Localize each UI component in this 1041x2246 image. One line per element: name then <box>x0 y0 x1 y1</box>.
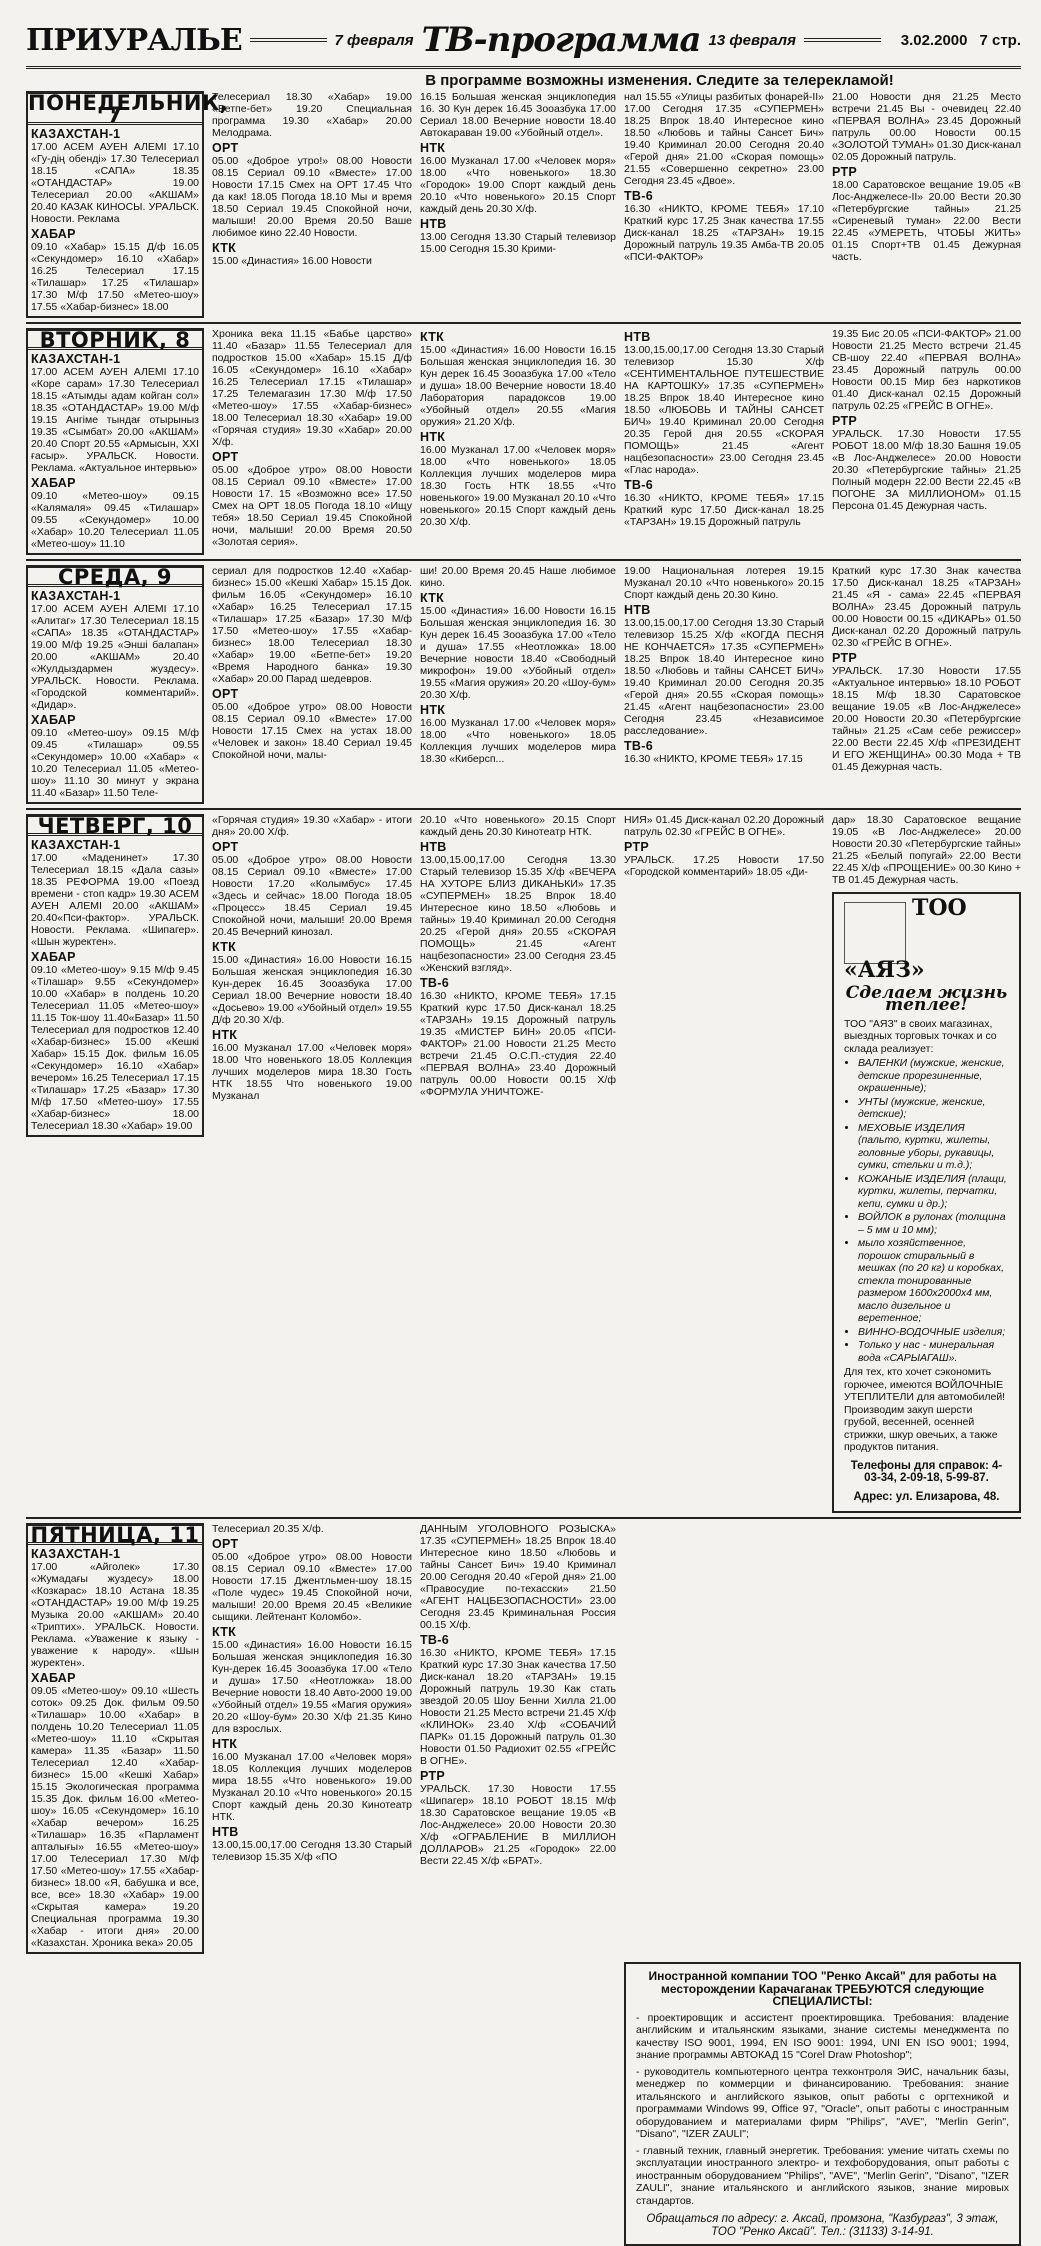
day-box-body <box>28 353 202 553</box>
channel-name: КТК <box>212 241 237 255</box>
channel-name: РТР <box>832 651 858 665</box>
channel-name: ХАБАР <box>31 476 76 490</box>
advert-product-item: • мыло хозяйственное, порошок стиральный в мешках (по 20 кг) и коробках, стекла тонированные размером 1600х2000х4 мм, масло дизельное и веретенное; <box>858 1237 1009 1325</box>
advert-product-item: • КОЖАНЫЕ ИЗДЕЛИЯ (плащи, куртки, жилеты, перчатки, кепи, сумки и др.); <box>858 1173 1009 1211</box>
paper-name: ПРИУРАЛЬЕ <box>26 22 242 58</box>
channel-name: ХАБАР <box>31 227 76 241</box>
program-listing: 17.00 АСЕМ АУЕН АЛЕМІ 17.10 «Коре сарам» 17.30 Телесериал 18.15 «Атымды адам койган сол» 18.35 «ОТАНДАСТАР» 19.00 М/ф 19.15 Ангіме тындағ отырыныз 19.35 «Сымбат» 20.00 «АКШАМ» 20.40 Спорт 20.55 «Армысын, ХХІ ғасыр». УРАЛЬСК. Новости. Реклама. «Актуальное интервью» <box>31 366 199 474</box>
schedule-column <box>420 814 616 1513</box>
program-listing: 16.00 Музканал 17.00 «Человек моря» 18.05 Коллекция лучших моделеров мира 18.55 «Что новенького» 19.00 Музканал 20.10 «Что новенького» 20.15 Спорт каждый день 20.30 Кинотеатр НТК. <box>212 1751 412 1823</box>
program-listing: 09.05 «Метео-шоу» 09.10 «Шесть соток» 09.25 Док. фильм 09.50 «Тилашар» 10.00 «Хабар» в полдень 10.20 Телесериал 11.05 «Метео-шоу» 11.10 «Скрытая камера» 11.35 «Базар» 11.50 Телесериал 12.40 «Хабар-бизнес» 15.00 «Кешкі Хабар» 15.15 Экологическая программа 15.35 Док. фильм 16.00 «Метео-шоу» 16.05 «Секундомер» 16.10 «Хабар вечером» 16.25 «Тилашар» 16.35 «Парламент апталығы» 16.55 «Метео-шоу» 17.00 Телесериал 17.30 М/ф 17.50 «Метео-шоу» 17.55 «Хабар-бизнес» 18.00 «Я, бабушка и все, все, все» 18.30 «Хабар» 19.00 «Скрытая камера» 19.20 Специальная программа 19.30 «Хабар - итоги дня» 20.00 «Казахстан. Хроника века» 20.05 <box>31 1685 199 1949</box>
program-listing: 16.00 Музканал 17.00 «Человек моря» 18.00 «Что новенького» 18.05 Коллекция лучших моделеров мира 18.30 «Киберсп... <box>420 717 616 765</box>
program-listing: ши! 20.00 Время 20.45 Наше любимое кино. <box>420 565 616 589</box>
program-listing: 05.00 «Доброе утро» 08.00 Новости 08.15 Сериал 09.10 «Вместе» 17.00 Новости 17.15 Джентльмен-шоу 18.15 «Поле чудес» 19.45 Спокойной ночи, малыши! 20.00 Время 20.45 «Великие сыщики. Лейтенант Коломбо». <box>212 1551 412 1623</box>
program-listing: 09.10 «Метео-шоу» 09.15 М/ф 09.45 «Тилашар» 09.55 «Секундомер» 10.00 «Хабар» « 10.20 Телесериал 11.05 «Метео-шоу» 11.10 30 минут у экрана 11.40 «Базар» 11.50 Теле- <box>31 727 199 799</box>
advert-renco <box>624 1962 1021 2246</box>
schedule-column <box>26 328 204 555</box>
advert-address: Адрес: ул. Елизарова, 48. <box>853 1490 1000 1503</box>
schedule-column <box>832 328 1021 555</box>
schedule-column <box>212 91 412 318</box>
advert-product-item: • ВАЛЕНКИ (мужские, женские, детские прорезиненные, окрашенные); <box>858 1057 1009 1095</box>
masthead-rule <box>250 38 327 42</box>
program-listing: 16.00 Музканал 17.00 «Человек моря» 18.00 Что новенького 18.05 Коллекция лучших моделеров мира 18.30 Гость НТК 18.55 Что новенького 19.00 Музканал <box>212 1042 412 1102</box>
channel-name: ОРТ <box>212 1537 239 1551</box>
program-listing: Хроника века 11.15 «Бабье царство» 11.40 «Базар» 11.55 Телесериал для подростков 15.00 «Хабар» 15.15 Д/ф 16.05 «Секундомер» 16.10 «Хабар» 16.25 Телесериал 17.15 «Тилашар» 17.25 Телемагазин 17.30 М/ф 17.50 «Метео-шоу» 17.55 «Хабар-бизнес» 18.00 Телесериал 18.30 «Хабар» 19.00 «Горячая студия» 19.30 «Хабар» 20.00 Х/ф. <box>212 328 412 448</box>
day-box-body <box>28 839 202 1135</box>
schedule-column <box>624 814 824 1513</box>
advert-product-item: • ВОЙЛОК в рулонах (толщина – 5 мм и 10 мм); <box>858 1211 1009 1236</box>
program-listing: УРАЛЬСК. 17.30 Новости 17.55 РОБОТ 18.00 М/ф 18.30 Башня 19.05 «В Лос-Анджелесе» 20.00 Новости 20.30 «Петербургские тайны» 21.25 Полный модерн 22.00 Вести 22.45 «В ПОГОНЕ ЗА МИЛЛИОНОМ» 01.15 Персона 01.45 Дежурная часть. <box>832 428 1021 512</box>
schedule-column <box>624 1523 824 1954</box>
channel-name: ТВ-6 <box>624 478 653 492</box>
advert-header <box>844 895 1009 983</box>
program-listing: 13.00,15.00,17.00 Сегодня 13.30 Старый телевизор 15.25 Х/ф «КОГДА ПЕСНЯ НЕ КОНЧАЕТСЯ» 17.35 «СУПЕРМЕН» 18.25 Впрок 18.40 Интересное кино 18.50 «Любовь и тайны САНСЕТ БИЧ» 19.40 Криминал 20.00 Сегодня 20.35 «Герой дня» 20.55 «Скорая помощь» 21.45 «Агент нацбезопасности» 23.00 Сегодня 23.45 «Независимое расследование». <box>624 617 824 737</box>
program-listing: 15.00 «Династия» 16.00 Новости 16.15 Большая женская энциклопедия 16. 30 Кун дерек 16.45 Зооазбука 17.00 «Тело и душа» 17.55 «Неотложка» 18.00 Вечерние новости 18.40 «Свободный микрофон» 19.00 «Убойный отдел» 19.55 «Магия оружия» 20.20 «Шоу-бум» 20.30 Х/ф. <box>420 605 616 701</box>
channel-name: РТР <box>624 840 650 854</box>
program-listing: 21.00 Новости дня 21.25 Место встречи 21.45 Вы - очевидец 22.40 «ПЕРВАЯ ВОЛНА» 23.45 Дорожный патруль 00.00 Новости 00.15 «ЗОЛОТОЙ ТУМАН» 01.30 Диск-канал 02.05 Дорожный патруль. <box>832 91 1021 163</box>
channel-name: ХАБАР <box>31 713 76 727</box>
issue-date: 3.02.2000 <box>900 31 968 49</box>
schedule-column <box>624 91 824 318</box>
channel-name: ХАБАР <box>31 950 76 964</box>
schedule-column <box>212 1523 412 1954</box>
advert-intro: ТОО "АЯЗ" в своих магазинах, выездных торговых точках и со склада реализует: <box>844 1017 997 1055</box>
day-heading: ПОНЕДЕЛЬНИК, 7 <box>28 91 229 127</box>
advert-slogan: Сделаем жизнь теплее! <box>845 982 1008 1015</box>
day-separator <box>26 559 1021 561</box>
program-listing: 13.00 Сегодня 13.30 Старый телевизор 15.00 Сегодня 15.30 Крими- <box>420 231 616 255</box>
channel-name: КТК <box>420 591 445 605</box>
channel-name: КАЗАХСТАН-1 <box>31 352 121 366</box>
program-listing: 17.00 «Айголек» 17.30 «Жумадағы жуздесу» 18.00 «Козкарас» 18.10 Астана 18.35 «ОТАНДАСТАР» 19.00 М/ф 19.25 Музыка 20.00 «АКШАМ» 20.40 «Триптих». УРАЛЬСК. Новости. Реклама. «Уважение к языку - уважение к народу». «Шын журектен». <box>31 1561 199 1669</box>
channel-name: НТВ <box>420 840 447 854</box>
schedule-column <box>832 814 1021 1513</box>
channel-name: НТК <box>212 1028 238 1042</box>
advert-renco-address: Обращаться по адресу: г. Аксай, промзона, "Казбургаз", 3 этаж, ТОО "Ренко Аксай". Тел.: (31133) 3-14-91. <box>646 2213 999 2238</box>
channel-name: РТР <box>420 1769 446 1783</box>
advert-product-item: • УНТЫ (мужские, женские, детские); <box>858 1096 1009 1121</box>
schedule-column <box>832 565 1021 804</box>
channel-name: РТР <box>832 165 858 179</box>
schedule-column <box>26 565 204 804</box>
program-listing: 15.00 «Династия» 16.00 Новости <box>212 255 372 267</box>
advert-product-item: • ВИННО-ВОДОЧНЫЕ изделия; <box>858 1326 1009 1339</box>
channel-name: ТВ-6 <box>420 976 449 990</box>
schedule-column <box>624 328 824 555</box>
advert-requirement: - проектировщик и ассистент проектировщика. Требования: владение английским и итальянским языками, знание системы менеджмента по качеству ISO 9001, 1994, EN ISO 9001: 1994, UNI EN ISO 9001; 1994, знание программы АВТОКАД 15 "Corel Draw Photoshop"; <box>636 2011 1009 2061</box>
program-listing: 05.00 «Доброе утро» 08.00 Новости 08.15 Сериал 09.10 «Вместе» 17.00 Новости 17. 15 «Возможно все» 17.50 Смех на ОРТ 18.05 Погода 18.10 «Ищу тебя» 18.50 Сериал 19.45 Спокойной ночи, малыши! 20.00 Время 20.50 «Золотая серия». <box>212 464 412 548</box>
program-listing: 05.00 «Доброе утро!» 08.00 Новости 08.15 Сериал 09.10 «Вместе» 17.00 Новости 17.15 Смех на ОРТ 17.45 Что да как! 18.05 Погода 18.10 Мы и время 18.50 Сериал 19.45 Спокойной ночи, малыши! 20.00 Время 20.50 Ваше любимое кино 22.40 Новости. <box>212 155 412 239</box>
program-listing: 16.30 «НИКТО, КРОМЕ ТЕБЯ» 17.15 Краткий курс 17.50 Диск-канал 18.25 «ТАРЗАН» 19.15 Дорожный патруль <box>624 492 824 528</box>
channel-name: НТВ <box>212 1825 239 1839</box>
program-listing: 16.30 «НИКТО, КРОМЕ ТЕБЯ» 17.15 Краткий курс 17.30 Знак качества 17.50 Диск-канал 18.20 «ТАРЗАН» 19.15 Дорожный патруль 19.30 Как стать звездой 20.05 Шоу Бенни Хилла 21.00 Новости 21.25 Место встречи 21.45 Х/ф «КЛИНОК» 23.40 Х/ф «СОБАЧИЙ ПАРК» 01.15 Дорожный патруль 01.30 Новости 01.50 Радиохит 02.55 «ГРЕЙС В ОГНЕ». <box>420 1647 616 1767</box>
program-listing: ДАННЫМ УГОЛОВНОГО РОЗЫСКА» 17.35 «СУПЕРМЕН» 18.25 Впрок 18.40 Интересное кино 18.50 «Любовь и тайны Сансет Бич» 19.40 Криминал 20.00 Сегодня 20.40 «Герой дня» 21.00 «Правосудие по-техасски» 21.50 «АГЕНТ НАЦБЕЗОПАСНОСТИ» 23.00 Сегодня 23.45 Криминальная Россия 00.15 Х/ф. <box>420 1523 616 1631</box>
channel-name: КАЗАХСТАН-1 <box>31 1547 121 1561</box>
day-box-body <box>28 128 202 316</box>
day-box-body <box>28 590 202 802</box>
day-box <box>26 328 204 555</box>
program-listing: 19.00 Национальная лотерея 19.15 Музканал 20.10 «Что новенького» 20.15 Спорт каждый день 20.30 Кино. <box>624 565 824 601</box>
schedule-column <box>420 91 616 318</box>
program-listing: 09.10 «Метео-шоу» 9.15 М/ф 9.45 «Тілашар» 9.55 «Секундомер» 10.00 «Хабар» в полдень 10.20 Телесериал 11.05 «Метео-шоу» 11.15 Ток-шоу 11.40«Базар» 11.50 Телесериал для подростков 12.40 «Хабар-бизнес» 15.00 «Кешкі Хабар» 15.15 Док. фильм 16.05 «Секундомер» 16.10 «Хабар» вечером» 16.25 Телесериал 17.15 «Тилашар» 17.25 «Базар» 17.30 М/ф 17.50 «Метео-шоу» 17.55 «Хабар-бизнес» 18.00 Телесериал 18.30 «Хабар» 19.00 <box>31 964 199 1132</box>
channel-name: КАЗАХСТАН-1 <box>31 127 121 141</box>
program-listing: 16.00 Музканал 17.00 «Человек моря» 18.00 «Что новенького» 18.05 Коллекция лучших моделеров мира 18.30 Гость НТК 18.55 «Что новенького» 19.00 Музканал 20.10 «Что новенького» 20.15 Спорт каждый день 20.30 Х/ф. <box>420 444 616 528</box>
advert-renco-header: Иностранной компании ТОО "Ренко Аксай" для работы на месторождении Карачаганак ТРЕБУЮТСЯ следующие СПЕЦИАЛИСТЫ: <box>648 1969 997 2008</box>
schedule-column <box>212 328 412 555</box>
channel-name: КТК <box>212 1625 237 1639</box>
day-box-body <box>28 1548 202 1952</box>
program-listing: 15.00 «Династия» 16.00 Новости 16.15 Большая женская энциклопедия 16. 30 Кун дерек 16.45 Зооазбука 17.00 «Тело и душа» 18.00 Вечерние новости 18.40 Лаборатория парадоксов 19.00 «Убойный отдел» 20.55 «Магия оружия» 21.20 Х/ф. <box>420 344 616 428</box>
program-listing: 16.00 Музканал 17.00 «Человек моря» 18.00 «Что новенького» 18.30 «Городок» 19.00 Спорт каждый день 20.10 «Что новенького» 20.15 Спорт каждый день 20.30 Х/ф. <box>420 155 616 215</box>
channel-name: НТК <box>212 1737 238 1751</box>
channel-name: НТК <box>420 141 446 155</box>
advert-product-list <box>844 1057 1009 1364</box>
advert-ayaz <box>832 892 1021 1513</box>
channel-name: КАЗАХСТАН-1 <box>31 589 121 603</box>
program-listing: 16.30 «НИКТО, КРОМЕ ТЕБЯ» 17.10 Краткий курс 17.25 Знак качества 17.55 Диск-канал 18.25 «ТАРЗАН» 19.15 Дорожный патруль 19.35 Амба-ТВ 20.05 «ПСИ-ФАКТОР» <box>624 203 824 263</box>
day-heading: ЧЕТВЕРГ, 10 <box>28 817 202 836</box>
advert-product-item: • МЕХОВЫЕ ИЗДЕЛИЯ (пальто, куртки, жилеты, головные уборы, рукавицы, сумки, стельки и т.д.); <box>858 1122 1009 1172</box>
advert-requirement: - главный техник, главный энергетик. Требования: умение читать схемы по эксплуатации иностранного электро- и техфоборудования, опыт работы с иностранным оборудованием "Philips", "AVE", "Merlin Gerin", "Disano", "IZER ZAULI", знание итальянского и английского языков, знание мировых стандартов. <box>636 2144 1009 2207</box>
camel-logo-icon <box>844 902 906 964</box>
program-listing: 18.00 Саратовское вещание 19.05 «В Лос-Анджелесе-II» 20.00 Вести 20.30 «Петербургские тайны» 21.25 «Сиреневый туман» 22.00 Вести 22.45 «УМЕРЕТЬ, ЧТОБЫ ЖИТЬ» 01.15 Спорт+ТВ 01.45 Дежурная часть. <box>832 179 1021 263</box>
schedule-column <box>26 814 204 1513</box>
advert-promo: Для тех, кто хочет сэкономить горючее, имеются ВОЙЛОЧНЫЕ УТЕПЛИТЕЛИ для автомобилей! <box>844 1366 1006 1403</box>
program-listing: УРАЛЬСК. 17.25 Новости 17.50 «Городской комментарий» 18.05 «Ди- <box>624 854 824 878</box>
channel-name: КТК <box>212 940 237 954</box>
program-listing: 05.00 «Доброе утро» 08.00 Новости 08.15 Сериал 09.10 «Вместе» 17.00 Новости 17.15 Смех на устах 18.00 «Человек и закон» 18.40 Сериал 19.45 Спокойной ночи, малы- <box>212 701 412 761</box>
schedule-notice: В программе возможны изменения. Следите за телерекламой! <box>425 72 894 89</box>
channel-name: ХАБАР <box>31 1671 76 1685</box>
program-listing: 16.30 «НИКТО, КРОМЕ ТЕБЯ» 17.15 Краткий курс 17.50 Диск-канал 18.25 «ТАРЗАН» 19.15 Дорожный патруль 19.35 «МИСТЕР БИН» 20.05 «ПСИ-ФАКТОР» 21.00 Новости 21.25 Место встречи 21.45 О.С.П.-студия 22.40 «ПЕРВАЯ ВОЛНА» 23.40 Дорожный патруль 00.00 Новости 00.15 Х/ф «ФОРМУЛА УНИЧТОЖЕ- <box>420 990 616 1098</box>
channel-name: ТВ-6 <box>420 1633 449 1647</box>
schedule-column <box>832 91 1021 318</box>
program-listing: дар» 18.30 Саратовское вещание 19.05 «В Лос-Анджелесе» 20.00 Новости 20.30 «Петербургские тайны» 21.25 «Белый попугай» 22.00 Вести 22.45 Х/ф «ПРОЩЕНИЕ» 00.30 Кино + ТВ 01.45 Дежурная часть. <box>832 814 1021 886</box>
date-from: 7 февраля <box>334 31 414 49</box>
program-listing: 20.10 «Что новенького» 20.15 Спорт каждый день 20.30 Кинотеатр НТК. <box>420 814 616 838</box>
section-title: ТВ-программа <box>421 20 701 60</box>
page-number: 7 стр. <box>979 31 1021 49</box>
channel-name: ТВ-6 <box>624 739 653 753</box>
advert-purchase: Производим закуп шерсти грубой, весенней, осенней стрижки, шкур овечьих, а также продуктов питания. <box>844 1403 998 1453</box>
schedule-column <box>624 565 824 804</box>
channel-name: КТК <box>420 330 445 344</box>
program-listing: 16.30 «НИКТО, КРОМЕ ТЕБЯ» 17.15 <box>624 753 803 765</box>
channel-name: ОРТ <box>212 450 239 464</box>
program-listing: 17.00 «Маденинет» 17.30 Телесериал 18.15 «Дала сазы» 18.35 РЕФОРМА 19.00 «Поезд времени - стоп кадр» 19.30 АСЕМ АУЕН АЛЕМІ 20.00 «АКШАМ» 20.40«Пси-фактор». УРАЛЬСК. Новости. Реклама. «Шипагер». «Шын журектен». <box>31 852 199 948</box>
program-listing: «Горячая студия» 19.30 «Хабар» - итоги дня» 20.00 Х/ф. <box>212 814 412 838</box>
schedule-column <box>212 814 412 1513</box>
program-listing: 15.00 «Династия» 16.00 Новости 16.15 Большая женская энциклопедия 16.30 Кун-дерек 16.45 Зооазбука 17.00 Сериал 18.00 Вечерние новости 18.40 «Досьево» 19.00 «Убойный отдел» 19.55 Д/ф 20.30 Х/ф. <box>212 954 412 1026</box>
day-separator <box>26 1517 1021 1519</box>
day-box <box>26 565 204 804</box>
program-listing: УРАЛЬСК. 17.30 Новости 17.55 «Актуальное интервью» 18.10 РОБОТ 18.15 М/ф 18.30 Саратовское вещание 19.05 «В Лос-Анджелесе» 20.00 Новости 20.30 «Петербургские тайны» 21.25 «Сам себе режиссер» 22.00 Вести 22.45 Х/ф «ПРЕЗИДЕНТ И ЕГО ЖЕНЩИНА» 00.30 Мода + ТВ 01.45 Дежурная часть. <box>832 665 1021 773</box>
program-listing: Телесериал 18.30 «Хабар» 19.00 «Бетпе-бет» 19.20 Специальная программа 19.30 «Хабар» 20.00 Мелодрама. <box>212 91 412 139</box>
date-to: 13 февраля <box>708 31 796 49</box>
channel-name: НТК <box>420 703 446 717</box>
channel-name: НТВ <box>420 217 447 231</box>
schedule-column <box>420 565 616 804</box>
program-listing: 09.10 «Хабар» 15.15 Д/ф 16.05 «Секундомер» 16.10 «Хабар» 16.25 Телесериал 17.15 «Тилашар» 17.25 «Тилашар» 17.30 М/ф 17.50 «Метео-шоу» 17.55 «Хабар-бизнес» 18.00 <box>31 241 199 313</box>
program-listing: УРАЛЬСК. 17.30 Новости 17.55 «Шипагер» 18.10 РОБОТ 18.15 М/ф 18.30 Саратовское вещание 19.05 «В Лос-Анджелесе» 20.00 Новости 20.30 Х/ф «ОГРАБЛЕНИЕ В МИЛЛИОН ДОЛЛАРОВ» 21.25 «Городок» 22.00 Вести 22.45 Х/ф «БРАТ». <box>420 1783 616 1867</box>
channel-name: ТВ-6 <box>624 189 653 203</box>
schedule-column <box>212 565 412 804</box>
schedule-column <box>26 1523 204 1954</box>
masthead <box>26 14 1021 69</box>
channel-name: НТВ <box>624 603 651 617</box>
program-listing: Краткий курс 17.30 Знак качества 17.50 Диск-канал 18.25 «ТАРЗАН» 21.45 «Я - сама» 22.45 «ПЕРВАЯ ВОЛНА» 23.45 Дорожный патруль 00.00 Новости 00.15 «ДИКАРЬ» 01.50 Диск-канал 02.20 Дорожный патруль 02.30 «ГРЕЙС В ОГНЕ». <box>832 565 1021 649</box>
channel-name: ОРТ <box>212 687 239 701</box>
channel-name: НТВ <box>624 330 651 344</box>
program-listing: 13.00,15.00,17.00 Сегодня 13.30 Старый телевизор 15.35 Х/ф «ВЕЧЕРА НА ХУТОРЕ БЛИЗ ДИКАНЬКИ» 17.35 «СУПЕРМЕН» 18.25 Впрок 18.40 Интересное кино 18.50 «Любовь и тайны» 19.40 Криминал 20.00 Сегодня 20.25 «Герой дня» 20.55 «СКОРАЯ ПОМОЩЬ» 21.45 «Агент нацбезопасности» 23.00 Сегодня 23.45 «Женский взгляд». <box>420 854 616 974</box>
advert-product-item: • Только у нас - минеральная вода «САРЫАГАШ». <box>858 1339 1009 1364</box>
day-heading: ПЯТНИЦА, 11 <box>28 1526 202 1545</box>
day-separator <box>26 808 1021 810</box>
masthead-rule <box>804 38 881 42</box>
channel-name: ОРТ <box>212 141 239 155</box>
day-heading: ВТОРНИК, 8 <box>28 331 202 350</box>
schedule-column <box>420 328 616 555</box>
program-listing: Телесериал 20.35 Х/ф. <box>212 1523 324 1535</box>
day-separator <box>26 322 1021 324</box>
program-listing: 09.10 «Метео-шоу» 09.15 «Калямаля» 09.45 «Тилашар» 09.55 «Секундомер» 10.00 «Хабар» 10.20 Телесериал 11.05 «Метео-шоу» 11.10 <box>31 490 199 550</box>
program-listing: 13.00,15.00,17.00 Сегодня 13.30 Старый телевизор 15.35 Х/ф «ПО <box>212 1839 412 1863</box>
channel-name: РТР <box>832 414 858 428</box>
channel-name: ОРТ <box>212 840 239 854</box>
program-listing: сериал для подростков 12.40 «Хабар-бизнес» 15.00 «Кешкі Хабар» 15.15 Док. фильм 16.05 «Секундомер» 16.10 «Хабар» 16.25 Телесериал 17.15 «Тилашар» 17.25 «Базар» 17.30 М/ф 17.50 «Метео-шоу» 17.55 «Хабар-бизнес» 18.00 Телесериал 18.30 «Хабар» 19.00 «Бетпе-бет» 19.20 «Время Народного банка» 19.30 «Хабар» 20.00 Парад шедевров. <box>212 565 412 685</box>
channel-name: КАЗАХСТАН-1 <box>31 838 121 852</box>
schedule-column <box>624 1954 1021 2246</box>
program-listing: 17.00 АСЕМ АУЕН АЛЕМІ 17.10 «Гу-дің обенді» 17.30 Телесериал 18.15 «САПА» 18.35 «ОТАНДАСТАР» 19.00 Телесериал 20.00 «АКШАМ» 20.40 КАЗАК КИНОСЫ. УРАЛЬСК. Новости. Реклама <box>31 141 199 225</box>
program-listing: НИЯ» 01.45 Диск-канал 02.20 Дорожный патруль 02.30 «ГРЕЙС В ОГНЕ». <box>624 814 824 838</box>
program-listing: 15.00 «Династия» 16.00 Новости 16.15 Большая женская энциклопедия 16.30 Кун-дерек 16.45 Зооазбука 17.00 «Тело и душа» 17.50 «Неотложка» 18.00 Вечерние новости 18.40 Авто-2000 19.00 «Убойный отдел» 19.55 «Магия оружия» 20.20 «Шоу-бум» 20.30 Х/ф 21.35 Кино для взрослых. <box>212 1639 412 1735</box>
program-listing: 05.00 «Доброе утро» 08.00 Новости 08.15 Сериал 09.10 «Вместе» 17.00 Новости 17.20 «Колымбус» 17.45 «Здесь и сейчас» 18.00 Погода 18.05 «Процесс» 18.45 Сериал 19.45 Спокойной ночи, малыши! 20.00 Время 20.45 Вечерний кинозал. <box>212 854 412 938</box>
day-box <box>26 1523 204 1954</box>
schedule-column <box>420 1523 616 1954</box>
program-listing: нал 15.55 «Улицы разбитых фонарей-II» 17.00 Сегодня 17.35 «СУПЕРМЕН» 18.25 Впрок 18.40 Интересное кино 18.50 «Любовь и тайны Сансет Бич» 19.40 Криминал 20.00 Сегодня 20.40 «Герой дня» 21.00 «Скорая помощь» 21.55 «Совершенно секретно» 23.00 Сегодня 23.45 «Двое». <box>624 91 824 187</box>
advert-phones: Телефоны для справок: 4-03-34, 2-09-18, 5-99-87. <box>850 1459 1003 1484</box>
program-listing: 19.35 Бис 20.05 «ПСИ-ФАКТОР» 21.00 Новости 21.25 Место встречи 21.45 СВ-шоу 22.40 «ПЕРВАЯ ВОЛНА» 23.45 Дорожный патруль 00.00 Новости 00.15 Мир без наркотиков 01.40 Диск-канал 02.15 Дорожный патруль 02.25 «ГРЕЙС В ОГНЕ». <box>832 328 1021 412</box>
program-listing: 17.00 АСЕМ АУЕН АЛЕМІ 17.10 «Алитаг» 17.30 Телесериал 18.15 «САПА» 18.35 «ОТАНДАСТАР» 19.00 М/ф 19.25 «Энші балапан» 20.00 «АКШАМ» 20.40 «Жулдыздармен жуздесу». УРАЛЬСК. Новости. Реклама. «Городской комментарий». «Дидар». <box>31 603 199 711</box>
program-listing: 13.00,15.00,17.00 Сегодня 13.30 Старый телевизор 15.30 Х/ф «СЕНТИМЕНТАЛЬНОЕ ПУТЕШЕСТВИЕ НА КАРТОШКУ» 17.35 «СУПЕРМЕН» 18.25 Впрок 18.40 Интересное кино 18.50 «ЛЮБОВЬ И ТАЙНЫ САНСЕТ БИЧ» 19.40 Криминал 20.00 Сегодня 20.35 Герой дня 20.55 «СКОРАЯ ПОМОЩЬ» 21.45 «Агент нацбезопасности» 23.00 Сегодня 23.45 «Глас народа». <box>624 344 824 476</box>
advert-firm-name: ТОО «АЯЗ» <box>844 895 967 983</box>
channel-name: НТК <box>420 430 446 444</box>
tv-schedule-grid <box>26 91 1021 2246</box>
program-listing: 16.15 Большая женская энциклопедия 16. 30 Кун дерек 16.45 Зооазбука 17.00 Сериал 18.00 Вечерние новости 18.40 Автокараван 19.00 «Убойный отдел». <box>420 91 616 139</box>
day-box <box>26 814 204 1137</box>
day-heading: СРЕДА, 9 <box>28 568 202 587</box>
advert-requirement: - руководитель компьютерного центра техконтроля ЭИС, начальник базы, менеджер по коммерции и финансированию. Требования: знание итальянского и английского языков, опыт работы с оргтехникой и программами Windows 99, Office 97, "Oracle", опыт работы с иностранным оборудованием и материалами фирм "Philips", "AVE", "Merlin Gerin", "Disano", "IZER ZAULI"; <box>636 2065 1009 2140</box>
